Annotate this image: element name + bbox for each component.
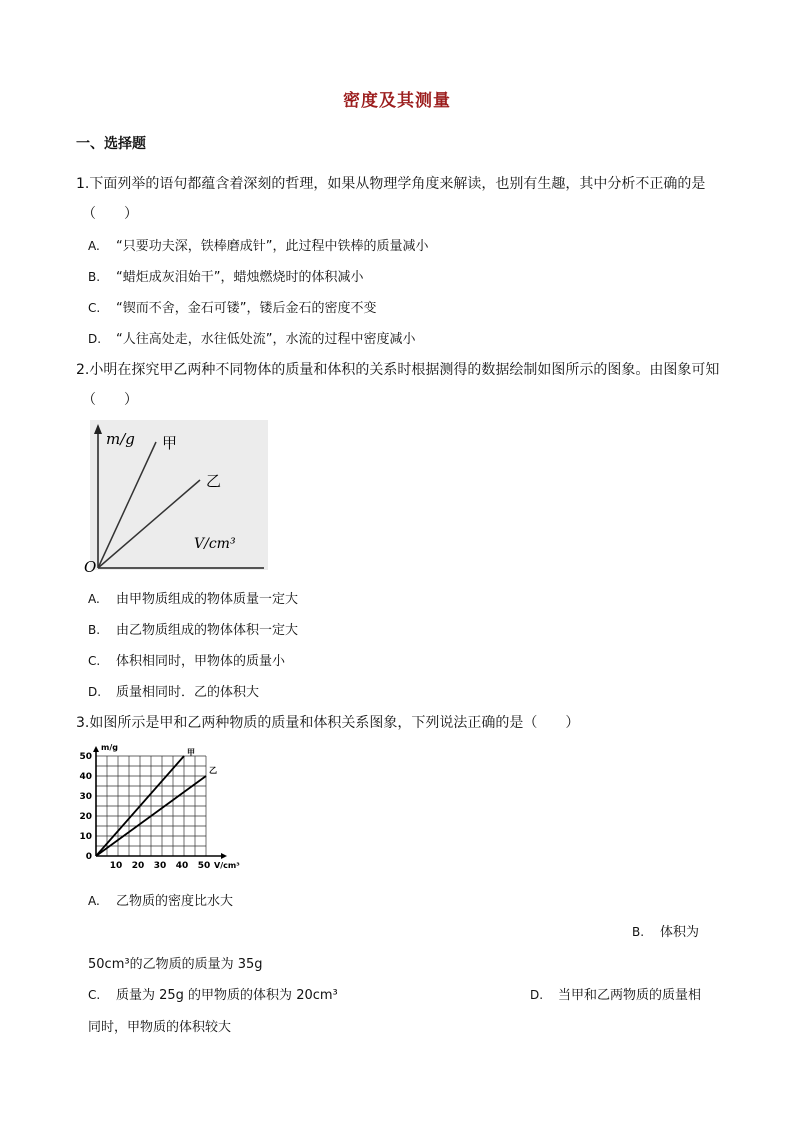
option-text: 50cm³的乙物质的质量为 35g	[88, 957, 263, 972]
y-tick-label: 20	[79, 812, 92, 822]
line-label-jia: 甲	[162, 434, 178, 452]
q2-option-d[interactable]	[88, 681, 259, 700]
option-label: C.	[88, 301, 101, 315]
y-axis-label: m/g	[101, 743, 118, 752]
option-text: 当甲和乙两物质的质量相	[558, 988, 702, 1003]
section-heading: 一、选择题	[76, 136, 146, 152]
option-text: “蜡炬成灰泪始干”，蜡烛燃烧时的体积减小	[116, 270, 364, 285]
option-text: 乙物质的密度比水大	[116, 894, 234, 909]
series-label-yi: 乙	[209, 766, 217, 775]
q1-stem: 1.下面列举的语句都蕴含着深刻的哲理，如果从物理学角度来解读，也别有生趣，其中分析不正确的是	[76, 176, 706, 192]
y-tick-label: 0	[85, 852, 92, 862]
option-label: B.	[88, 623, 101, 637]
q3-option-b-continued	[88, 953, 263, 972]
option-label: A.	[88, 239, 100, 253]
q1-answer-paren: （ ）	[82, 206, 138, 222]
y-tick-label: 10	[79, 832, 92, 842]
q2-answer-paren: （ ）	[82, 392, 138, 408]
option-label: C.	[88, 988, 101, 1002]
option-text: 由甲物质组成的物体质量一定大	[116, 592, 299, 607]
option-label: D.	[88, 332, 102, 346]
q3-option-d[interactable]	[530, 984, 701, 1003]
x-axis-label: V/cm³	[214, 861, 240, 870]
x-tick-label: 50	[197, 861, 211, 871]
q1-option-d[interactable]	[88, 328, 415, 347]
option-text: 由乙物质组成的物体体积一定大	[116, 623, 299, 638]
x-tick-label: 20	[131, 861, 145, 871]
q2-option-c[interactable]	[88, 650, 285, 669]
q2-stem: 2.小明在探究甲乙两种不同物体的质量和体积的关系时根据测得的数据绘制如图所示的图象。由图象可知	[76, 362, 720, 378]
option-text: “人往高处走，水往低处流”，水流的过程中密度减小	[116, 332, 416, 347]
y-axis-arrow-icon	[93, 746, 99, 752]
q3-option-b[interactable]	[632, 921, 699, 940]
x-tick-label: 40	[175, 861, 189, 871]
option-text: 质量为 25g 的甲物质的体积为 20cm³	[116, 988, 338, 1003]
x-axis-arrow-icon	[221, 853, 227, 859]
option-label: B.	[88, 270, 101, 284]
option-label: D.	[530, 988, 544, 1002]
page-title: 密度及其测量	[343, 91, 451, 111]
option-text: “只要功夫深，铁棒磨成针”，此过程中铁棒的质量减小	[116, 239, 429, 254]
x-tick-label: 30	[153, 861, 167, 871]
option-text: 质量相同时．乙的体积大	[116, 685, 260, 700]
option-label: A.	[88, 592, 100, 606]
origin-label: O	[84, 558, 97, 576]
q1-option-c[interactable]	[88, 297, 376, 316]
y-tick-label: 50	[79, 752, 92, 762]
option-text: “锲而不舍，金石可镂”，镂后金石的密度不变	[116, 301, 377, 316]
q3-option-c[interactable]	[88, 984, 338, 1003]
q2-option-a[interactable]	[88, 588, 298, 607]
q2-figure	[84, 420, 268, 574]
option-label: A.	[88, 894, 100, 908]
x-tick-label: 10	[109, 861, 123, 871]
q1-option-a[interactable]	[88, 235, 428, 254]
q1-option-b[interactable]	[88, 266, 363, 285]
y-tick-label: 40	[79, 772, 92, 782]
option-label: C.	[88, 654, 101, 668]
option-text: 同时，甲物质的体积较大	[88, 1020, 232, 1035]
q3-option-a[interactable]	[88, 890, 233, 909]
q3-chart	[74, 743, 240, 874]
option-text: 体积为	[660, 925, 700, 940]
series-label-jia: 甲	[187, 748, 195, 757]
option-label: B.	[632, 925, 645, 939]
q3-option-d-continued	[88, 1016, 231, 1035]
option-text: 体积相同时，甲物体的质量小	[116, 654, 286, 669]
option-label: D.	[88, 685, 102, 699]
y-tick-label: 30	[79, 792, 92, 802]
y-axis-label: m/g	[106, 430, 135, 448]
q3-stem: 3.如图所示是甲和乙两种物质的质量和体积关系图象，下列说法正确的是（ ）	[76, 715, 580, 731]
line-label-yi: 乙	[206, 472, 222, 490]
x-axis-label: V/cm³	[194, 536, 236, 552]
q2-option-b[interactable]	[88, 619, 298, 638]
